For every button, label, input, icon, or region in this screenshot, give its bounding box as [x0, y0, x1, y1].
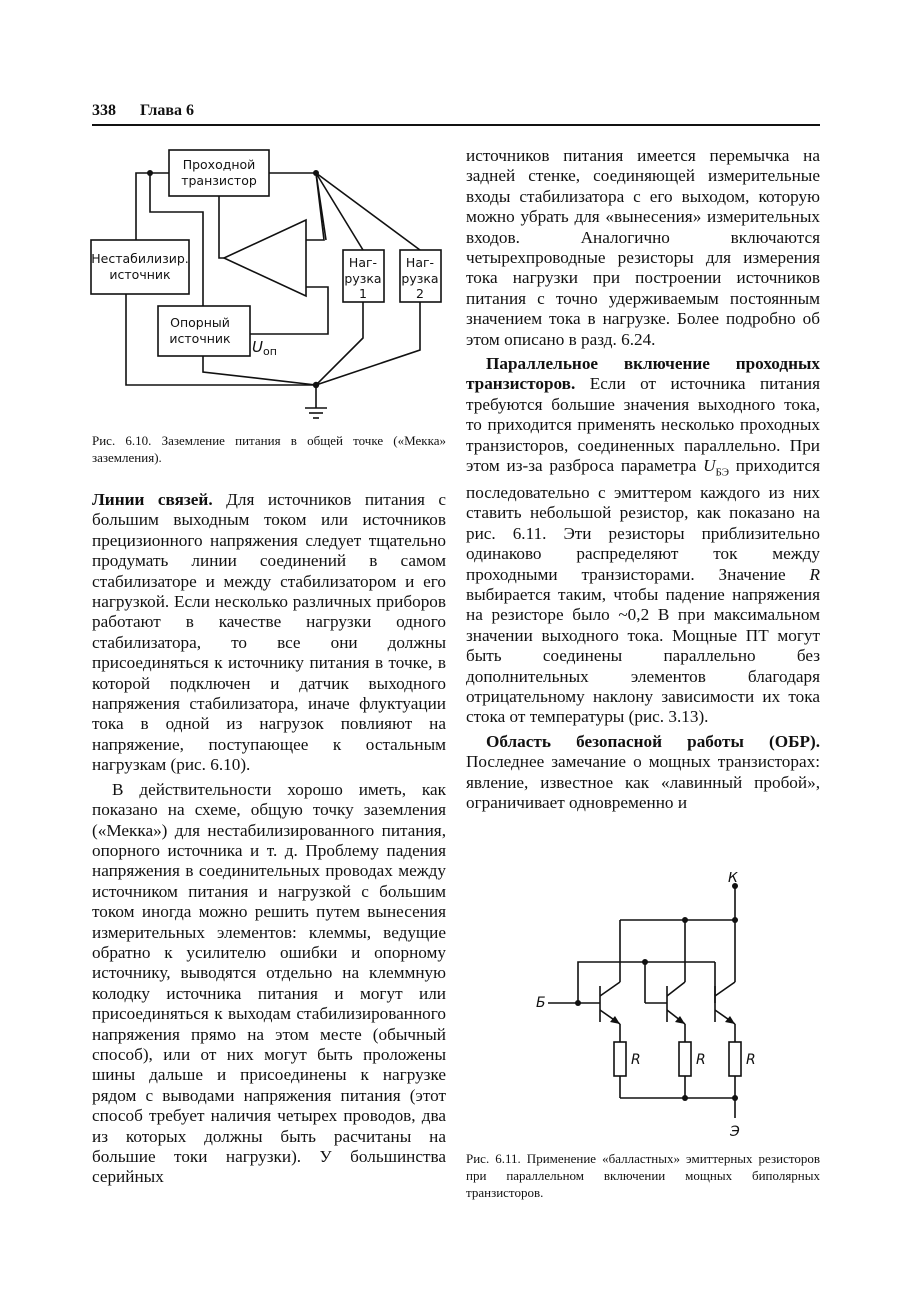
sense-node-dot	[313, 170, 319, 176]
resistor-3	[729, 1042, 741, 1076]
left-column	[92, 490, 446, 1188]
load-1-label-2: рузка	[344, 271, 382, 286]
paragraph-text: Для источников питания с большим выходным током или источников прецизионного напряжения следует тщательно продумать линии соединений в самом стабилизаторе и между стабилизатором и его нагрузкой. Если несколько различных приборов работают в качестве нагрузки одного стабилизатора, то все они должны присоединяться к источнику питания в точке, в которой подключен и датчик выходного напряжения стабилизатора, иначе флуктуации тока в одной из нагрузок повлияют на напряжение, поступающее к остальным нагрузкам (рис. 6.10).	[92, 490, 446, 775]
u-ref-sub: оп	[262, 345, 277, 358]
paragraph-text: приходится последовательно с эмиттером каждого из них ставить небольшой резистор, как показано на рис. 6.11. Эти резисторы приблизительно одинаково распределяют ток между проходными транзисторами. Значение	[466, 456, 820, 584]
figure-6-10-caption: Рис. 6.10. Заземление питания в общей точке («Мекка» заземления).	[92, 433, 446, 465]
unregulated-label-1: Нестабилизир.	[91, 251, 189, 266]
error-amplifier-triangle	[224, 220, 306, 296]
collector-label: К	[728, 872, 738, 886]
pass-transistor-label-2: транзистор	[181, 173, 257, 188]
running-header	[92, 100, 820, 126]
heading-connection-lines: Линии связей.	[92, 490, 213, 509]
resistor-3-label: R	[746, 1052, 756, 1068]
right-column	[466, 146, 820, 813]
figure-6-10-ground-diagram	[88, 140, 460, 426]
resistor-1	[614, 1042, 626, 1076]
load-1-label-1: Наг-	[348, 255, 378, 270]
resistor-1-label: R	[631, 1052, 641, 1068]
paragraph-connection-lines	[92, 490, 446, 776]
paragraph-text: Если от источника питания требуются большие значения выходного тока, то приходится применять несколько проходных транзисторов, соединенных параллельно. При этом из-за разброса параметра	[466, 374, 820, 476]
heading-safe-operating-area: Область безопасной работы (ОБР).	[486, 731, 820, 751]
load-1-label-3: 1	[359, 286, 367, 301]
load-2-label-1: Наг-	[405, 255, 435, 270]
paragraph-text: источников питания имеется перемычка на задней стенке, соединяющей измерительные входы стабилизатора с его выходом, которую можно убрать для «вынесения» измерительных входов. Аналогично включаются четырехпроводные резисторы для измерения тока нагрузки при построении источников питания с точно удерживаемым постоянным значением тока в нагрузке. Более подробно об этом описано в разд. 6.24.	[466, 146, 820, 349]
ube-subscript: БЭ	[715, 466, 730, 479]
paragraph-text: В действительности хорошо иметь, как показано на схеме, общую точку заземления («Мекка») для нестабилизированного питания, опорного источника и т. д. Проблему падения напряжения в соединительных проводах между источником питания и нагрузкой с большим током иногда можно решить путем вынесения измерительных элементов: клеммы, ведущие обратно к усилителю ошибки и опорному источнику, выводятся отдельно на клеммную колодку источника питания и могут или присоединяться к выходам стабилизированного напряжения прямо на этом месте (обычный способ), или от них могут быть проложены шины дальше и присоединены к нагрузке рядом с выводами напряжения питания (этот способ требует наличия четырех проводов, два из которых должны быть расчитаны на большие токи нагрузки). У большинства серийных	[92, 779, 446, 1187]
ground-common-point-dot	[313, 382, 319, 388]
ube-symbol: U	[703, 456, 716, 476]
paragraph-remote-sensing	[466, 146, 820, 350]
r-symbol: R	[809, 564, 820, 584]
paragraph-parallel-transistors	[466, 354, 820, 728]
unregulated-label-2: источник	[109, 267, 171, 282]
figure-6-11-caption: Рис. 6.11. Применение «балластных» эмиттерных резисторов при параллельном включении мощных биполярных транзисторов.	[466, 1151, 820, 1200]
reference-label-2: источник	[169, 331, 231, 346]
chapter-title: Глава 6	[140, 102, 194, 119]
emitter-label: Э	[730, 1124, 740, 1140]
paragraph-text: Последнее замечание о мощных транзисторах: явление, известное как «лавинный пробой», ограничивает одновременно и	[466, 752, 820, 813]
resistor-2	[679, 1042, 691, 1076]
paragraph-mecca-ground	[92, 780, 446, 1188]
page-number: 338	[92, 102, 116, 119]
reference-label-1: Опорный	[170, 315, 230, 330]
figure-6-11-ballast-resistors	[530, 872, 770, 1142]
u-ref-main: U	[252, 338, 263, 356]
junction-dot	[147, 170, 153, 176]
u-ref-label	[252, 338, 277, 358]
base-label: Б	[536, 995, 546, 1011]
heading-parallel-transistors: Параллельное включение проходных транзисторов.	[466, 354, 820, 394]
pass-transistor-label-1: Проходной	[182, 157, 256, 172]
load-2-label-2: рузка	[401, 271, 439, 286]
load-2-label-3: 2	[416, 286, 424, 301]
paragraph-text: выбирается таким, чтобы падение напряжения на резисторе было ~0,2 В при максимальном значении выходного тока. Мощные ПТ могут быть соединены параллельно без дополнительных элементов благодаря отрицательному наклону зависимости их тока стока от температуры (рис. 3.13).	[466, 584, 820, 727]
resistor-2-label: R	[696, 1052, 706, 1068]
paragraph-safe-operating-area	[466, 732, 820, 814]
